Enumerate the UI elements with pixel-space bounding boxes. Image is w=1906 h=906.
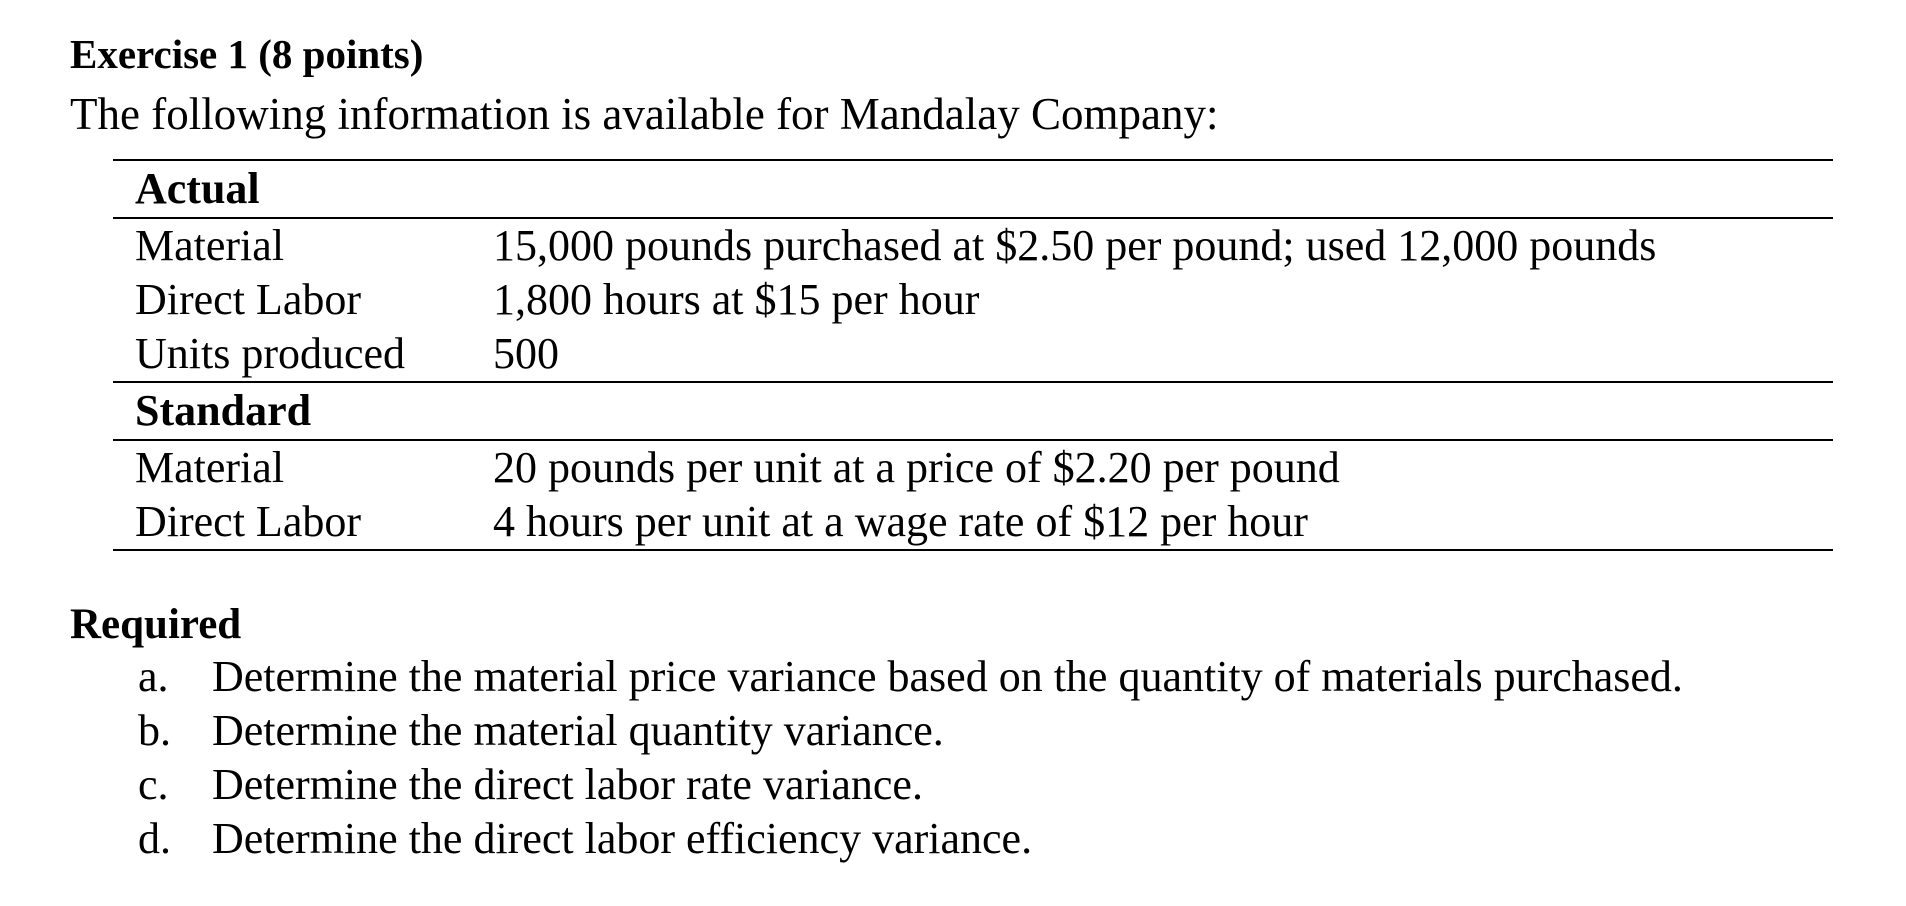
table-row [113,327,1833,382]
actual-heading: Actual [113,160,1833,218]
standard-section-header [113,382,1833,440]
list-item [138,758,1683,812]
list-item [138,812,1683,866]
actual-units-produced-label: Units produced [113,327,471,382]
actual-material-label: Material [135,221,285,270]
actual-units-produced-value: 500 [471,327,1833,382]
actual-direct-labor-label: Direct Labor [135,275,361,324]
standard-direct-labor-value: 4 hours per unit at a wage rate of $12 per hour [471,495,1833,550]
list-item-letter: d. [138,814,171,863]
actual-section-header [113,160,1833,218]
exercise-intro: The following information is available for Mandalay Company: [70,89,1219,139]
exercise-title: Exercise 1 (8 points) [70,31,424,77]
list-item-letter: a. [138,652,169,701]
list-item-letter: c. [138,760,169,809]
list-item-text: Determine the direct labor rate variance. [212,760,923,809]
table-row [113,440,1833,495]
list-item-text: Determine the direct labor efficiency variance. [212,814,1033,863]
standard-direct-labor-label: Direct Labor [113,495,471,550]
actual-material-value: 15,000 pounds purchased at $2.50 per pound; used 12,000 pounds [493,221,1657,270]
table-row [113,495,1833,550]
list-item [138,650,1683,704]
list-item-text: Determine the material quantity variance. [212,706,944,755]
list-item-text: Determine the material price variance based on the quantity of materials purchased. [212,652,1683,701]
required-heading: Required [70,601,242,648]
required-list [138,650,1683,866]
standard-heading: Standard [113,382,1833,440]
table-row [113,273,1833,327]
standard-material-label: Material [135,443,285,492]
list-item-letter: b. [138,706,171,755]
cost-data-table [113,159,1833,551]
actual-direct-labor-value: 1,800 hours at $15 per hour [493,275,980,324]
table-row [113,218,1833,273]
list-item [138,704,1683,758]
standard-material-value: 20 pounds per unit at a price of $2.20 per pound [493,443,1340,492]
